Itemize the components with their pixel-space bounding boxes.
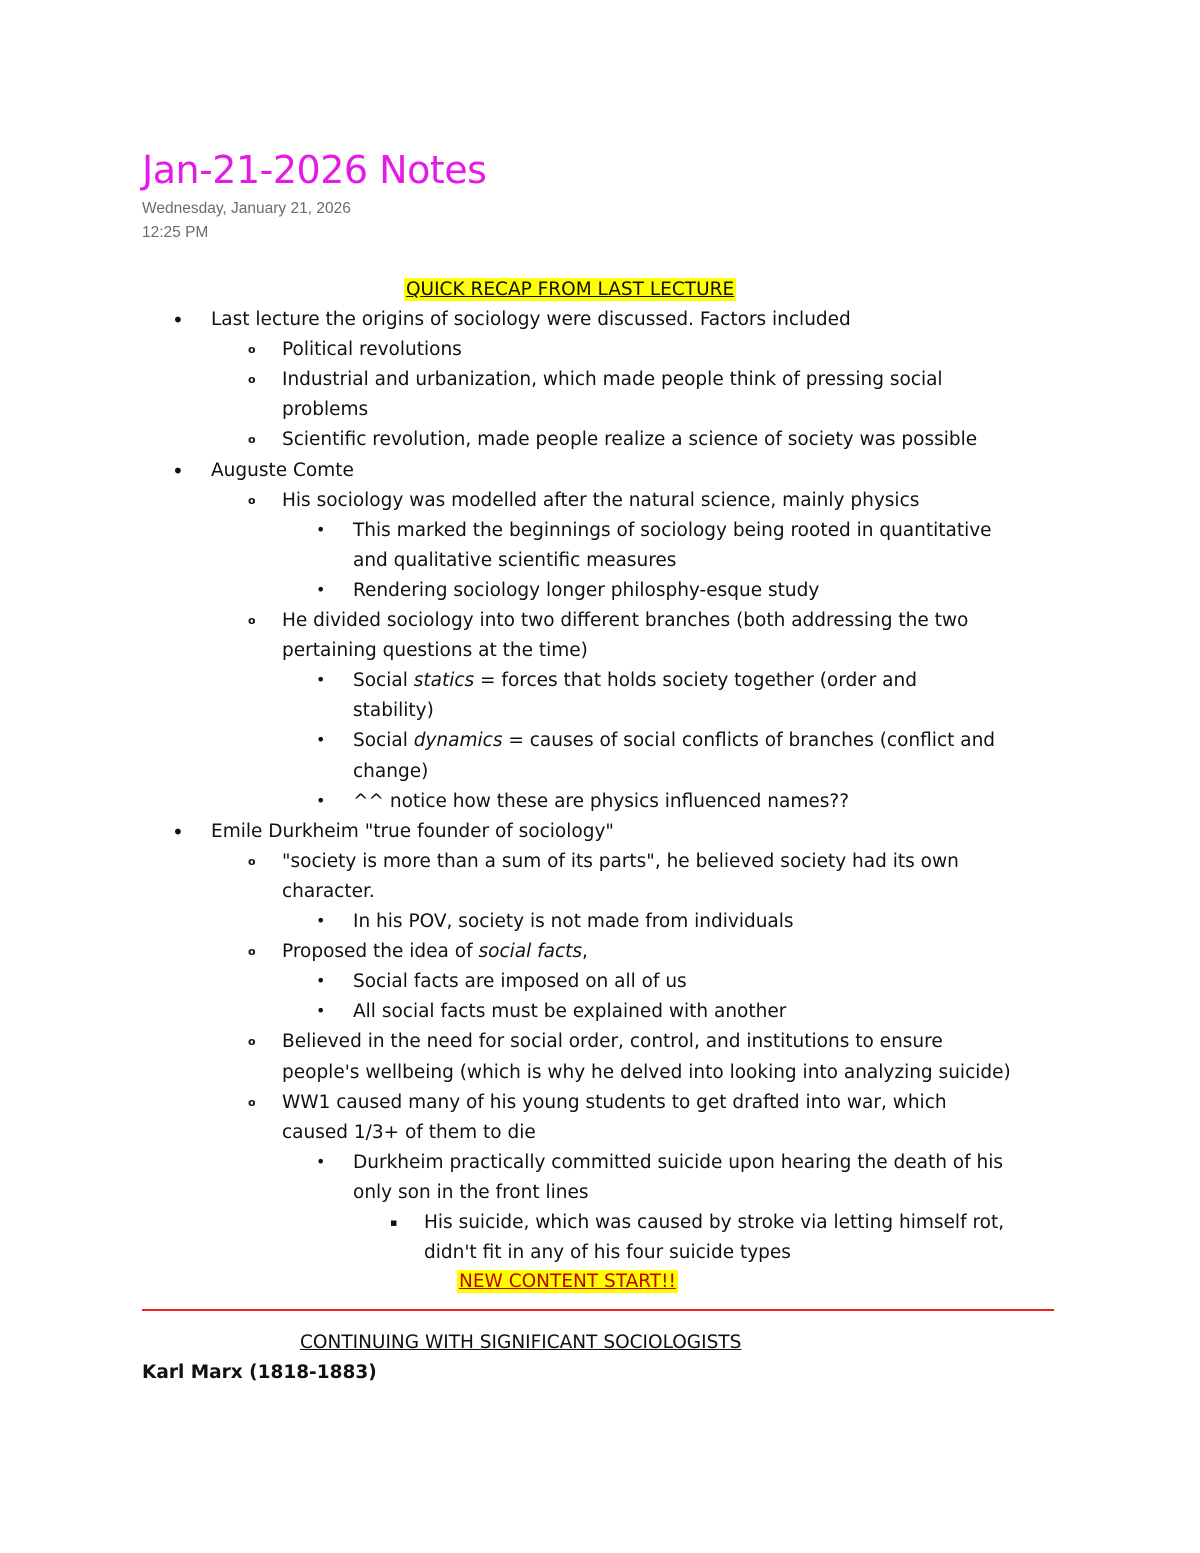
- list-item: [282, 401, 368, 420]
- list-item: [353, 582, 819, 601]
- list-item: [211, 311, 851, 330]
- bullet-marker: •: [316, 520, 326, 539]
- list-item: [353, 552, 676, 571]
- list-item-text: All social facts must be explained with another: [353, 1001, 787, 1022]
- list-item: [353, 913, 794, 932]
- bullet-marker: •: [316, 971, 326, 990]
- list-item: [424, 1244, 791, 1263]
- list-item: [282, 492, 919, 511]
- recap-heading: [404, 281, 736, 300]
- list-item: [282, 612, 968, 631]
- list-item: [353, 763, 428, 782]
- list-item-text: change): [353, 761, 429, 782]
- list-item: [353, 672, 917, 691]
- bullet-marker: •: [316, 580, 326, 599]
- list-item-text: stability): [353, 700, 434, 721]
- list-item-text: His suicide, which was caused by stroke via letting himself rot,: [424, 1212, 1005, 1233]
- list-item-text: In his POV, society is not made from individuals: [353, 911, 794, 932]
- list-item-text: = forces that holds society together (order and: [474, 670, 917, 691]
- section-divider: [142, 1309, 1054, 1311]
- list-item: [353, 973, 687, 992]
- bullet-marker: •: [316, 730, 326, 749]
- list-item: [353, 522, 992, 541]
- bullet-marker: o: [248, 343, 256, 356]
- bullet-marker: •: [316, 1152, 326, 1171]
- list-item: [353, 1184, 588, 1203]
- list-item-text: Emile Durkheim "true founder of sociology": [211, 821, 614, 842]
- list-item-text: ,: [582, 941, 588, 962]
- new-content-label: [457, 1273, 678, 1292]
- note-date: Wednesday, January 21, 2026: [142, 200, 351, 217]
- list-item-text: WW1 caused many of his young students to get drafted into war, which: [282, 1092, 947, 1113]
- list-item-text: Industrial and urbanization, which made people think of pressing social: [282, 369, 943, 390]
- list-item: [282, 1064, 1011, 1083]
- bullet-marker: •: [316, 1001, 326, 1020]
- list-item-text: He divided sociology into two different branches (both addressing the two: [282, 610, 969, 631]
- list-item-text: Rendering sociology longer philosphy-esque study: [353, 580, 820, 601]
- list-item-text: This marked the beginnings of sociology being rooted in quantitative: [353, 520, 992, 541]
- list-item-text: problems: [282, 399, 369, 420]
- list-item: [353, 732, 995, 751]
- list-item: [353, 1154, 1003, 1173]
- bullet-marker: •: [316, 911, 326, 930]
- list-item: [282, 883, 375, 902]
- list-item-text: and qualitative scientific measures: [353, 550, 677, 571]
- list-item: [282, 1124, 536, 1143]
- list-item-text: Auguste Comte: [211, 460, 354, 481]
- bullet-marker: o: [248, 1096, 256, 1109]
- list-item: [282, 853, 959, 872]
- list-item: [282, 1033, 943, 1052]
- list-item-text: = causes of social conflicts of branches (conflict and: [502, 730, 996, 751]
- continuing-heading-text: CONTINUING WITH SIGNIFICANT SOCIOLOGISTS: [300, 1332, 742, 1353]
- continuing-heading: [300, 1334, 741, 1353]
- italic-term: dynamics: [413, 730, 503, 751]
- list-item-text: ^^ notice how these are physics influenced names??: [353, 791, 850, 812]
- list-item: [353, 702, 434, 721]
- list-item-text: didn't fit in any of his four suicide types: [424, 1242, 791, 1263]
- list-item-text: Social: [353, 670, 414, 691]
- bullet-marker: •: [172, 459, 184, 483]
- list-item-text: Last lecture the origins of sociology were discussed. Factors included: [211, 309, 851, 330]
- bullet-marker: o: [248, 945, 256, 958]
- bullet-marker: ▪: [390, 1216, 398, 1229]
- list-item: [211, 823, 614, 842]
- bullet-marker: o: [248, 373, 256, 386]
- bullet-marker: •: [172, 820, 184, 844]
- list-item: [282, 371, 943, 390]
- author-heading: Karl Marx (1818-1883): [142, 1362, 377, 1383]
- list-item: [353, 793, 849, 812]
- list-item-text: character.: [282, 881, 375, 902]
- page-title: Jan-21-2026 Notes: [142, 148, 487, 192]
- note-time: 12:25 PM: [142, 224, 209, 241]
- list-item: [353, 1003, 786, 1022]
- bullet-marker: o: [248, 614, 256, 627]
- list-item: [282, 431, 977, 450]
- recap-heading-text: QUICK RECAP FROM LAST LECTURE: [406, 279, 735, 300]
- italic-term: statics: [413, 670, 475, 691]
- list-item-text: caused 1/3+ of them to die: [282, 1122, 536, 1143]
- list-item: [282, 943, 588, 962]
- list-item-text: Scientific revolution, made people realize a science of society was possible: [282, 429, 978, 450]
- list-item: [424, 1214, 1004, 1233]
- list-item-text: pertaining questions at the time): [282, 640, 588, 661]
- list-item-text: His sociology was modelled after the natural science, mainly physics: [282, 490, 920, 511]
- list-item: [282, 642, 588, 661]
- list-item-text: Proposed the idea of: [282, 941, 479, 962]
- list-item-text: Social facts are imposed on all of us: [353, 971, 687, 992]
- list-item: [211, 462, 354, 481]
- bullet-marker: •: [316, 791, 326, 810]
- list-item: [282, 341, 462, 360]
- list-item-text: "society is more than a sum of its parts", he believed society had its own: [282, 851, 959, 872]
- bullet-marker: •: [316, 670, 326, 689]
- list-item-text: Political revolutions: [282, 339, 462, 360]
- new-content-text: NEW CONTENT START!!: [459, 1271, 676, 1292]
- bullet-marker: o: [248, 1035, 256, 1048]
- list-item-text: Believed in the need for social order, control, and institutions to ensure: [282, 1031, 943, 1052]
- italic-term: social facts: [478, 941, 583, 962]
- list-item-text: Durkheim practically committed suicide upon hearing the death of his: [353, 1152, 1004, 1173]
- bullet-marker: o: [248, 494, 256, 507]
- list-item: [282, 1094, 947, 1113]
- bullet-marker: •: [172, 308, 184, 332]
- list-item-text: only son in the front lines: [353, 1182, 589, 1203]
- bullet-marker: o: [248, 855, 256, 868]
- bullet-marker: o: [248, 433, 256, 446]
- list-item-text: people's wellbeing (which is why he delved into looking into analyzing suicide): [282, 1062, 1011, 1083]
- list-item-text: Social: [353, 730, 414, 751]
